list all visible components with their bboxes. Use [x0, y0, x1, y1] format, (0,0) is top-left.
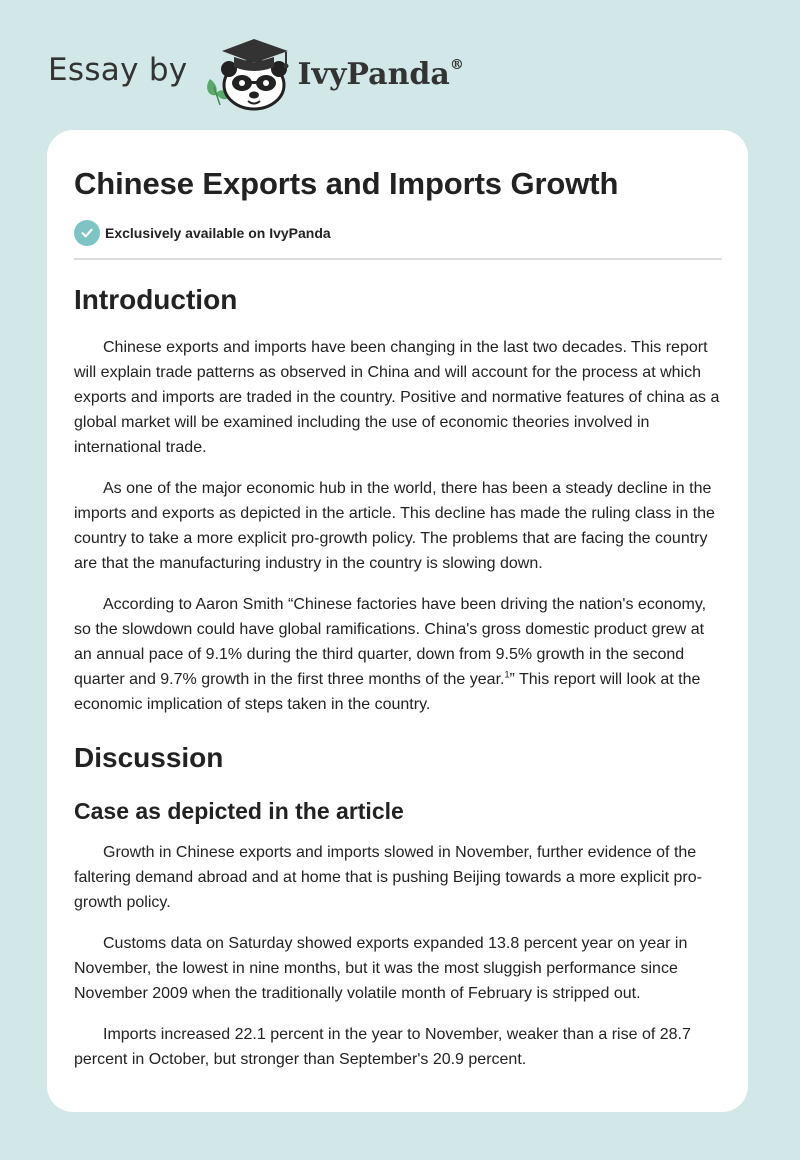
section-heading-discussion: Discussion — [74, 742, 224, 773]
paragraph: Imports increased 22.1 percent in the year to November, weaker than a rise of 28.7 percent in October, but stronger than September's 20.9 percent. — [74, 1026, 691, 1068]
subsection-heading-case: Case as depicted in the article — [74, 798, 404, 824]
brand-prefix: Essay by — [48, 52, 188, 88]
paragraph: As one of the major economic hub in the world, there has been a steady decline in the imports and exports as depicted in the article. This decline has made the ruling class in the country to take a more explicit pro-growth policy. The problems that are facing the country are that the manufacturing industry in the country is slowing down. — [74, 480, 715, 572]
page-title: Chinese Exports and Imports Growth — [74, 166, 619, 201]
essay-card — [47, 130, 748, 1112]
paragraph: According to Aaron Smith “Chinese factories have been driving the nation's economy, so the slowdown could have global ramifications. China's gross domestic product grew at an annual pace of 9.1% during the third quarter, down from 9.5% growth in the second quarter and 9.7% growth in the first three months of the year.$^1$” This report will look at the economic implication of steps taken in the country. — [74, 596, 707, 713]
brand-header[interactable] — [48, 34, 464, 114]
paragraph: Chinese exports and imports have been changing in the last two decades. This report will explain trade patterns as observed in China and will account for the process at which exports and imports are traded in the country. Positive and normative features of china as a global market will be examined including the use of economic theories involved in international trade. — [74, 339, 720, 456]
exclusive-label: Exclusively available on IvyPanda — [105, 225, 331, 241]
footnote-link[interactable]: 1 — [504, 669, 510, 680]
brand-name: IvyPanda® — [297, 56, 464, 92]
essay-content — [74, 164, 722, 1072]
divider — [74, 258, 722, 260]
paragraph: Growth in Chinese exports and imports slowed in November, further evidence of the faltering demand abroad and at home that is pushing Beijing towards a more explicit pro-growth policy. — [74, 844, 702, 911]
section-heading-introduction: Introduction — [74, 284, 238, 315]
check-icon — [74, 220, 100, 246]
panda-graduate-icon — [202, 35, 294, 113]
paragraph: Customs data on Saturday showed exports expanded 13.8 percent year on year in November, the lowest in nine months, but it was the most sluggish performance since November 2009 when the traditionally volatile month of February is stripped out. — [74, 935, 688, 1002]
exclusive-badge — [74, 220, 722, 246]
